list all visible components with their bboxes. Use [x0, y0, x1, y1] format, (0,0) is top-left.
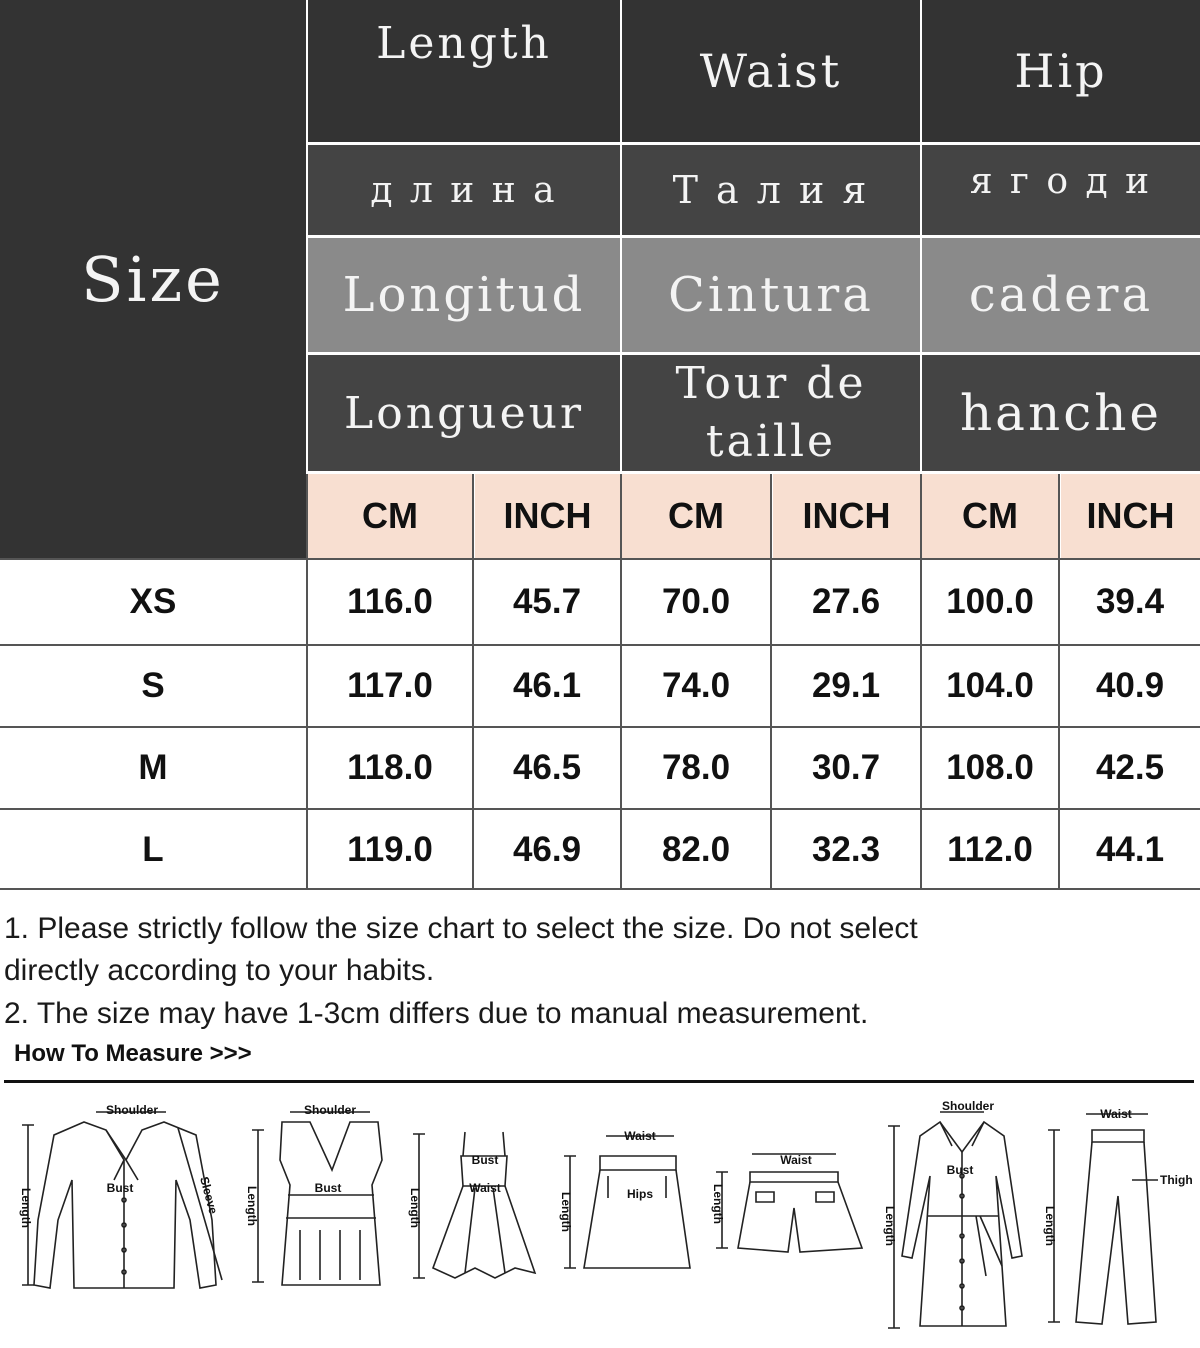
length-label: Length — [245, 1186, 259, 1226]
header-length-es-text: Longitud — [342, 267, 586, 323]
header-waist-fr — [622, 355, 920, 471]
blouse-sketch — [14, 1100, 234, 1300]
unit-label: INCH — [1086, 495, 1175, 536]
header-waist-en — [622, 0, 920, 142]
col-divider — [620, 474, 622, 890]
col-divider — [472, 474, 474, 890]
shoulder-label: Shoulder — [303, 1103, 357, 1117]
value-text: 27.6 — [811, 582, 881, 621]
bust-label: Bust — [946, 1163, 974, 1177]
value-text: 119.0 — [347, 830, 433, 869]
value-text: 46.5 — [512, 748, 582, 787]
header-length-en-text: Length — [376, 18, 552, 69]
value-cell — [474, 646, 620, 726]
size-label: XS — [129, 582, 177, 621]
header-hip-ru — [922, 145, 1200, 235]
header-waist-ru-text: Т а л и я — [672, 168, 870, 212]
value-text: 118.0 — [347, 748, 433, 787]
header-length-fr — [308, 355, 620, 471]
value-cell — [922, 810, 1058, 890]
value-text: 46.1 — [512, 666, 582, 705]
col-divider — [306, 474, 308, 890]
value-text: 82.0 — [661, 830, 731, 869]
value-cell — [772, 646, 920, 726]
value-text: 117.0 — [347, 666, 433, 705]
header-hip-es-text: cadera — [968, 267, 1154, 323]
size-cell-xs — [0, 560, 306, 644]
length-label: Length — [19, 1188, 33, 1228]
value-text: 40.9 — [1095, 666, 1165, 705]
unit-length-inch — [475, 474, 620, 558]
size-cell-m — [0, 728, 306, 808]
header-length-ru — [308, 145, 620, 235]
value-cell — [308, 810, 472, 890]
note-line-2: directly according to your habits. — [4, 954, 435, 987]
size-label: S — [141, 666, 165, 705]
value-cell — [474, 810, 620, 890]
header-waist-ru — [622, 145, 920, 235]
size-header-label: Size — [81, 242, 225, 316]
value-text: 116.0 — [347, 582, 433, 621]
header-length-es — [308, 238, 620, 352]
length-label: Length — [883, 1206, 897, 1246]
size-header — [0, 0, 306, 558]
header-hip-fr — [922, 355, 1200, 471]
waist-label: Waist — [780, 1153, 812, 1167]
value-cell — [622, 728, 770, 808]
dress-sketch — [405, 1128, 545, 1288]
value-cell — [308, 560, 472, 644]
unit-label: CM — [362, 495, 418, 536]
header-length-en — [308, 0, 620, 142]
unit-hip-cm — [922, 474, 1058, 558]
col-divider — [770, 474, 772, 890]
size-label: M — [138, 748, 168, 787]
value-cell — [922, 728, 1058, 808]
value-text: 32.3 — [811, 830, 881, 869]
value-cell — [308, 646, 472, 726]
value-text: 39.4 — [1095, 582, 1165, 621]
bust-label: Bust — [314, 1181, 342, 1195]
col-divider — [1058, 474, 1060, 890]
value-cell — [622, 810, 770, 890]
bust-label: Bust — [106, 1181, 134, 1195]
value-cell — [922, 560, 1058, 644]
waist-label: Waist — [1100, 1107, 1132, 1121]
value-text: 30.7 — [811, 748, 881, 787]
header-hip-ru-text: я г о д и — [969, 161, 1153, 202]
header-hip-en — [922, 0, 1200, 142]
hips-label: Hips — [626, 1187, 654, 1201]
unit-label: CM — [962, 495, 1018, 536]
unit-label: INCH — [802, 495, 891, 536]
row-divider — [0, 808, 1200, 810]
coat-sketch — [880, 1096, 1040, 1336]
note-line-3: 2. The size may have 1-3cm differs due to manual measurement. — [4, 997, 869, 1030]
unit-waist-inch — [773, 474, 920, 558]
value-text: 42.5 — [1095, 748, 1165, 787]
value-cell — [474, 560, 620, 644]
row-divider — [0, 726, 1200, 728]
size-cell-s — [0, 646, 306, 726]
header-waist-es-text: Cintura — [668, 267, 874, 323]
header-length-fr-text: Longueur — [344, 387, 584, 439]
shoulder-label: Shoulder — [105, 1103, 159, 1117]
unit-length-cm — [308, 474, 472, 558]
value-cell — [772, 810, 920, 890]
header-hip-es — [922, 238, 1200, 352]
unit-waist-cm — [622, 474, 770, 558]
value-text: 112.0 — [947, 830, 1033, 869]
value-text: 29.1 — [811, 666, 881, 705]
shoulder-label: Shoulder — [941, 1099, 995, 1113]
value-text: 100.0 — [946, 582, 1034, 621]
skirt-sketch — [556, 1128, 696, 1288]
header-waist-en-text: Waist — [699, 44, 843, 98]
value-cell — [922, 646, 1058, 726]
length-label: Length — [1043, 1206, 1057, 1246]
value-text: 44.1 — [1095, 830, 1165, 869]
tank-top-sketch — [240, 1100, 390, 1290]
header-length-ru-text: д л и н а — [370, 169, 558, 211]
how-to-measure-title: How To Measure >>> — [14, 1040, 252, 1067]
header-waist-fr-text: Tour de taille — [675, 358, 867, 467]
pants-sketch — [1040, 1100, 1198, 1332]
value-text: 74.0 — [661, 666, 731, 705]
header-hip-fr-text: hanche — [959, 384, 1162, 442]
value-text: 70.0 — [661, 582, 731, 621]
value-cell — [622, 560, 770, 644]
sleeve-label: Sleeve — [197, 1175, 221, 1216]
value-text: 104.0 — [946, 666, 1034, 705]
length-label: Length — [711, 1184, 725, 1224]
col-divider — [920, 474, 922, 890]
value-cell — [1060, 728, 1200, 808]
value-text: 78.0 — [661, 748, 731, 787]
length-label: Length — [408, 1188, 422, 1228]
note-line-1: 1. Please strictly follow the size chart to select the size. Do not select — [4, 912, 918, 945]
value-text: 45.7 — [512, 582, 582, 621]
value-cell — [1060, 646, 1200, 726]
value-cell — [1060, 810, 1200, 890]
row-divider — [0, 558, 1200, 560]
section-divider — [4, 1080, 1194, 1083]
unit-label: INCH — [503, 495, 592, 536]
value-cell — [622, 646, 770, 726]
size-label: L — [142, 830, 164, 869]
value-text: 46.9 — [512, 830, 582, 869]
row-divider — [0, 644, 1200, 646]
waist-label: Waist — [469, 1181, 501, 1195]
header-waist-es — [622, 238, 920, 352]
header-hip-en-text: Hip — [1014, 44, 1108, 98]
value-cell — [474, 728, 620, 808]
waist-label: Waist — [624, 1129, 656, 1143]
shorts-sketch — [712, 1148, 872, 1268]
row-divider — [0, 888, 1200, 890]
value-cell — [772, 728, 920, 808]
thigh-label: Thigh — [1160, 1173, 1193, 1187]
bust-label: Bust — [471, 1153, 499, 1167]
unit-hip-inch — [1061, 474, 1200, 558]
value-text: 108.0 — [946, 748, 1034, 787]
size-cell-l — [0, 810, 306, 890]
value-cell — [772, 560, 920, 644]
value-cell — [308, 728, 472, 808]
value-cell — [1060, 560, 1200, 644]
unit-label: CM — [668, 495, 724, 536]
length-label: Length — [559, 1192, 573, 1232]
